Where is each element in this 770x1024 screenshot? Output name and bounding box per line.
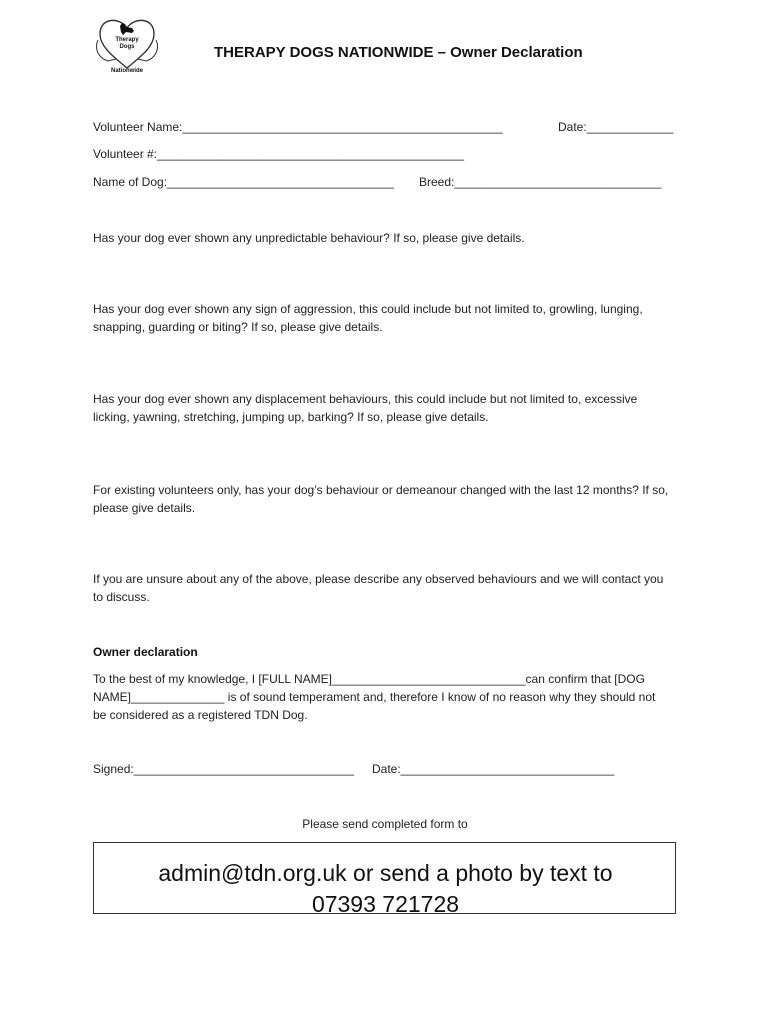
question-aggression: Has your dog ever shown any sign of aggression, this could include but not limited to, growling, lunging, snapping, guarding or biting? If so, please give details.: [93, 302, 643, 334]
contact-phone-line: 07393 721728: [311, 891, 460, 917]
signed-field[interactable]: Signed:_________________________________: [93, 762, 354, 776]
organization-logo: [92, 14, 162, 78]
date-field[interactable]: Date:_____________: [558, 120, 674, 134]
question-unpredictable-behaviour: Has your dog ever shown any unpredictable behaviour? If so, please give details.: [93, 231, 525, 245]
logo-text-therapy: Therapy: [115, 37, 139, 43]
question-behaviour-change: For existing volunteers only, has your dog’s behaviour or demeanour changed with the last 12 months? If so, please give details.: [93, 483, 669, 515]
volunteer-name-field[interactable]: Volunteer Name:________________________________________________: [93, 120, 503, 134]
logo-text-nationwide: Nationwide: [110, 68, 143, 74]
owner-declaration-heading: Owner declaration: [93, 645, 198, 659]
declaration-date-field[interactable]: Date:________________________________: [372, 762, 615, 776]
volunteer-number-field[interactable]: Volunteer #:______________________________________________: [93, 147, 465, 161]
breed-field[interactable]: Breed:_______________________________: [419, 175, 662, 189]
document-title: THERAPY DOGS NATIONWIDE – Owner Declaration: [214, 44, 583, 61]
send-instructions: Please send completed form to: [302, 817, 468, 831]
question-unsure: If you are unsure about any of the above, please describe any observed behaviours and we will contact you to discuss.: [93, 572, 664, 604]
logo-text-dogs: Dogs: [119, 44, 135, 50]
contact-box: [93, 842, 676, 917]
contact-email-line: admin@tdn.org.uk or send a photo by text to: [158, 860, 613, 886]
owner-declaration-text: To the best of my knowledge, I [FULL NAME]_____________________________can confirm that [DOG NAME]______________ is of sound temperament and, therefore I know of no reason why they should not be considered as a registered TDN Dog.: [93, 672, 656, 722]
dog-name-field[interactable]: Name of Dog:__________________________________: [93, 175, 394, 189]
question-displacement-behaviours: Has your dog ever shown any displacement behaviours, this could include but not limited to, excessive licking, yawning, stretching, jumping up, barking? If so, please give details.: [93, 392, 638, 424]
